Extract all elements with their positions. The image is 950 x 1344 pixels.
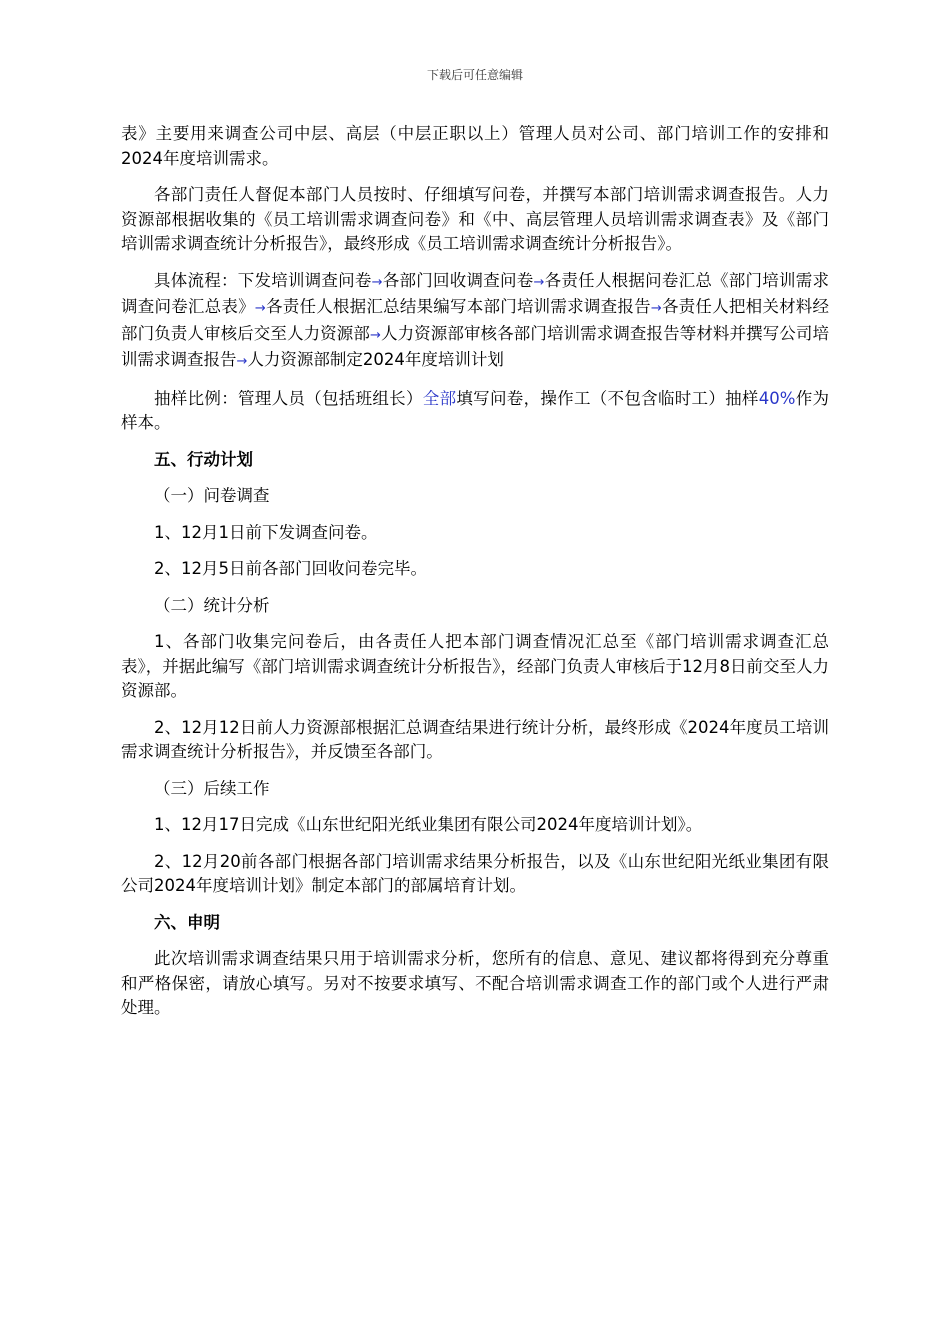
sampling-highlight-all: 全部 [422, 388, 457, 408]
sampling-text-3: 作为样本。 [121, 388, 830, 432]
flow-step-2: 各部门回收调查问卷 [382, 270, 534, 290]
flow-step-7: 人力资源部制定2024年度培训计划 [247, 350, 504, 369]
list-item: 2、12月20前各部门根据各部门培训需求结果分析报告，以及《山东世纪阳光纸业集团有限公司2024年度培训计划》制定本部门的部属培育计划。 [121, 851, 829, 895]
arrow-icon: → [369, 327, 381, 343]
paragraph-process-flow [121, 269, 829, 375]
list-item: 1、各部门收集完问卷后，由各责任人把本部门调查情况汇总至《部门培训需求调查汇总表》，并据此编写《部门培训需求调查统计分析报告》，经部门负责人审核后于12月8日前交至人力资源部。 [121, 632, 829, 700]
list-item: 1、12月17日完成《山东世纪阳光纸业集团有限公司2024年度培训计划》。 [154, 815, 703, 834]
arrow-icon: → [236, 354, 248, 369]
arrow-icon: → [254, 301, 266, 316]
list-item: 2、12月12日前人力资源部根据汇总调查结果进行统计分析，最终形成《2024年度员工培训需求调查统计分析报告》，并反馈至各部门。 [121, 717, 829, 761]
subsection-heading-followup: （三）后续工作 [154, 778, 270, 798]
list-item: 1、12月1日前下发调查问卷。 [154, 522, 378, 542]
flow-step-1: 具体流程：下发培训调查问卷 [154, 270, 372, 290]
section-heading-action-plan: 五、行动计划 [154, 449, 253, 469]
sampling-text-2: 填写问卷，操作工（不包含临时工）抽样 [456, 388, 759, 408]
subsection-heading-survey: （一）问卷调查 [154, 486, 270, 505]
paragraph-responsibility: 各部门责任人督促本部门人员按时、仔细填写问卷，并撰写本部门培训需求调查报告。人力资源部根据收集的《员工培训需求调查问卷》和《中、高层管理人员培训需求调查表》及《部门培训需求调查统计分析报告》，最终形成《员工培训需求调查统计分析报告》。 [121, 185, 829, 253]
paragraph-statement: 此次培训需求调查结果只用于培训需求分析，您所有的信息、意见、建议都将得到充分尊重和严格保密，请放心填写。另对不按要求填写、不配合培训需求调查工作的部门或个人进行严肃处理。 [121, 949, 829, 1017]
arrow-icon: → [533, 274, 545, 290]
arrow-icon: → [371, 274, 383, 290]
document-body [121, 122, 829, 1021]
paragraph-sampling [121, 387, 829, 436]
flow-step-3: 各责任人根据问卷汇总《部门培训需求调查问卷汇总表》 [121, 270, 830, 316]
flow-step-6: 人力资源部审核各部门培训需求调查报告等材料并撰写公司培训需求调查报告 [121, 323, 830, 369]
list-item: 2、12月5日前各部门回收问卷完毕。 [154, 559, 427, 578]
subsection-heading-analysis: （二）统计分析 [154, 595, 270, 615]
flow-step-4: 各责任人根据汇总结果编写本部门培训需求调查报告 [265, 297, 651, 316]
section-heading-statement: 六、申明 [154, 912, 220, 932]
page-header: 下载后可任意编辑 [426, 68, 523, 82]
sampling-highlight-percent: 40% [758, 388, 796, 408]
paragraph-survey-purpose: 表》主要用来调查公司中层、高层（中层正职以上）管理人员对公司、部门培训工作的安排和2024年度培训需求。 [121, 124, 829, 168]
flow-step-5: 各责任人把相关材料经部门负责人审核后交至人力资源部 [121, 297, 830, 343]
arrow-icon: → [650, 301, 662, 316]
sampling-text-1: 抽样比例：管理人员（包括班组长） [154, 388, 423, 408]
